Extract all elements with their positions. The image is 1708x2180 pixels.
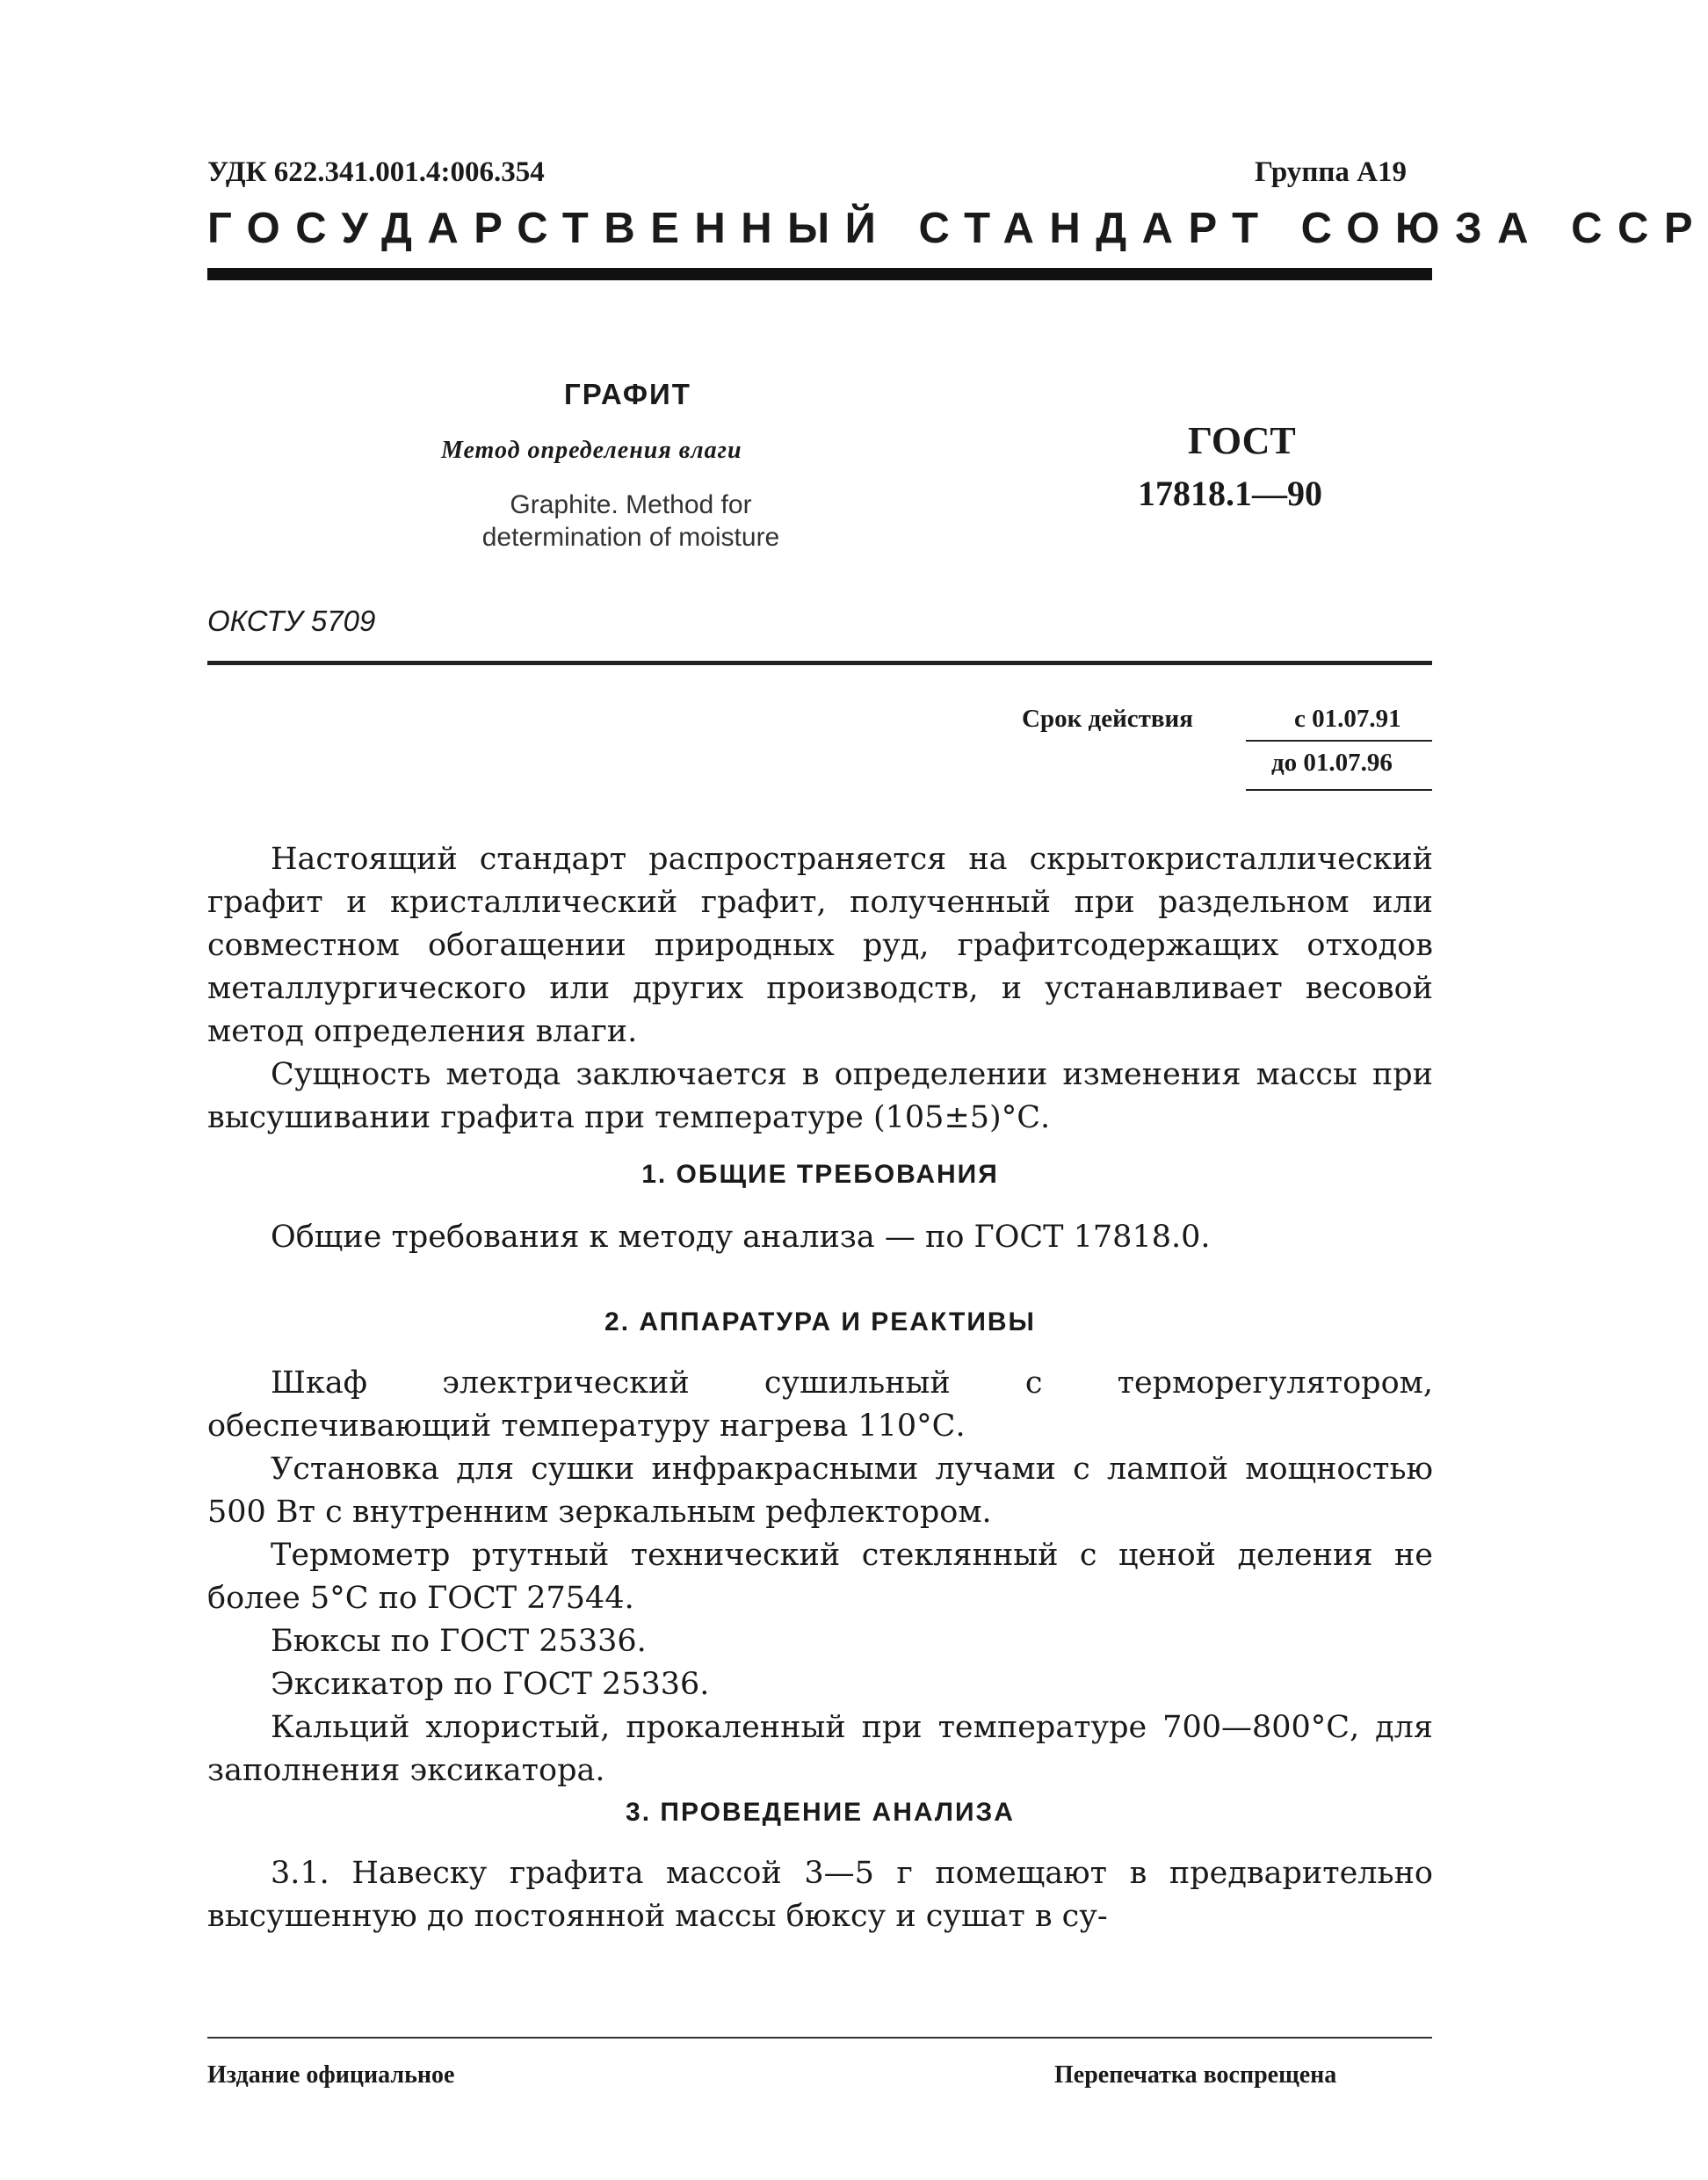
section-heading: 2. АППАРАТУРА И РЕАКТИВЫ (604, 1307, 1036, 1336)
okstu-code: ОКСТУ 5709 (207, 605, 376, 637)
section-body (207, 1852, 1433, 1938)
group-code: Группа А19 (1255, 156, 1407, 188)
intro-paragraph: Сущность метода заключается в определении изменения массы при высушивании графита при температуре (105±5)°С. (207, 1057, 1433, 1135)
section-paragraph: Общие требования к методу анализа — по ГОСТ 17818.0. (271, 1220, 1211, 1255)
section-paragraph: Бюксы по ГОСТ 25336. (271, 1624, 647, 1659)
section-heading: 3. ПРОВЕДЕНИЕ АНАЛИЗА (626, 1798, 1015, 1827)
validity-to: до 01.07.96 (1271, 749, 1393, 777)
state-standard-title: ГОСУДАРСТВЕННЫЙ СТАНДАРТ СОЮЗА ССР (207, 205, 1708, 252)
english-title-line-1: Graphite. Method for (510, 490, 752, 519)
footer-copyright: Перепечатка воспрещена (1054, 2061, 1337, 2089)
section-paragraph: Шкаф электрический сушильный с терморегулятором, обеспечивающий температуру нагрева 110°С. (207, 1365, 1433, 1444)
document-title: ГРАФИТ (564, 378, 691, 410)
intro-paragraph: Настоящий стандарт распространяется на скрытокристаллический графит и кристаллический графит, полученный при раздельном или совместном обогащении природных руд, графитсодержащих отходов металлургического или других производств, и устанавливает весовой метод определения влаги. (207, 842, 1433, 1049)
validity-from-rule (1246, 740, 1432, 742)
footer-edition: Издание официальное (207, 2061, 455, 2089)
section-heading: 1. ОБЩИЕ ТРЕБОВАНИЯ (641, 1160, 999, 1189)
validity-to-rule (1246, 789, 1432, 791)
validity-label: Срок действия (1022, 705, 1193, 733)
section-paragraph: Кальций хлористый, прокаленный при температуре 700—800°С, для заполнения эксикатора. (207, 1710, 1433, 1788)
validity-from: с 01.07.91 (1294, 705, 1401, 733)
intro-text (207, 838, 1433, 1140)
gost-label: ГОСТ (1188, 419, 1296, 462)
title-rule (207, 661, 1432, 665)
udk-code: УДК 622.341.001.4:006.354 (207, 156, 545, 188)
english-title-line-2: determination of moisture (481, 523, 780, 552)
document-subtitle: Метод определения влаги (441, 437, 742, 464)
section-body (207, 1362, 1433, 1793)
section-paragraph: 3.1. Навеску графита массой 3—5 г помещают в предварительно высушенную до постоянной массы бюксу и сушат в су- (207, 1856, 1433, 1934)
section-paragraph: Эксикатор по ГОСТ 25336. (271, 1667, 710, 1702)
section-paragraph: Установка для сушки инфракрасными лучами с лампой мощностью 500 Вт с внутренним зеркальным рефлектором. (207, 1452, 1433, 1530)
header-rule (207, 268, 1432, 280)
section-body (207, 1216, 1433, 1259)
gost-number: 17818.1—90 (1138, 474, 1322, 513)
section-paragraph: Термометр ртутный технический стеклянный с ценой деления не более 5°С по ГОСТ 27544. (207, 1538, 1433, 1616)
footer-rule (207, 2037, 1432, 2039)
